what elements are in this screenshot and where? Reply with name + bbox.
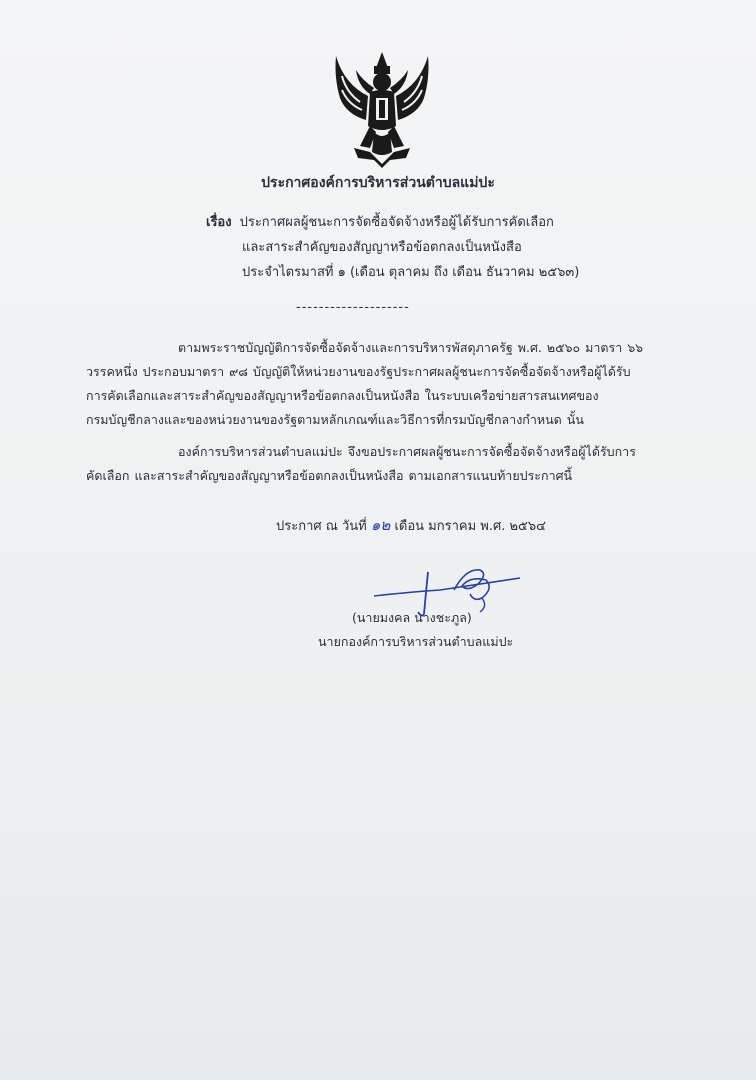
paragraph-1-line: วรรคหนึ่ง ประกอบมาตรา ๙๘ บัญญัติให้หน่วยงานของรัฐประกาศผลผู้ชนะการจัดซื้อจัดจ้างหรือผู้ได้รับ	[86, 364, 631, 379]
signer-position: นายกองค์การบริหารส่วนตำบลแม่ปะ	[318, 634, 514, 649]
paragraph-2-line: คัดเลือก และสาระสำคัญของสัญญาหรือข้อตกลงเป็นหนังสือ ตามเอกสารแนบท้ายประกาศนี้	[86, 468, 573, 483]
subject-block	[206, 210, 579, 285]
subject-line-1	[206, 210, 579, 235]
date-day-handwritten: ๑๒	[370, 516, 391, 534]
subject-line-2: และสาระสำคัญของสัญญาหรือข้อตกลงเป็นหนังสือ	[242, 240, 522, 255]
garuda-emblem-icon	[330, 48, 434, 170]
paragraph-1-line: กรมบัญชีกลางและของหน่วยงานของรัฐตามหลักเกณฑ์และวิธีการที่กรมบัญชีกลางกำหนด นั้น	[86, 412, 584, 427]
paragraph-1-line: การคัดเลือกและสาระสำคัญของสัญญาหรือข้อตกลงเป็นหนังสือ ในระบบเครือข่ายสารสนเทศของ	[86, 388, 599, 403]
date-prefix: ประกาศ ณ วันที่	[276, 519, 367, 534]
separator-line: --------------------	[296, 300, 410, 315]
subject-text-1: ประกาศผลผู้ชนะการจัดซื้อจัดจ้างหรือผู้ได้รับการคัดเลือก	[239, 215, 554, 230]
body-paragraph-2	[86, 440, 686, 488]
body-paragraph-1	[86, 336, 686, 432]
paragraph-1-line: ตามพระราชบัญญัติการจัดซื้อจัดจ้างและการบริหารพัสดุภาครัฐ พ.ศ. ๒๕๖๐ มาตรา ๖๖	[178, 340, 644, 355]
document-title: ประกาศองค์การบริหารส่วนตำบลแม่ปะ	[261, 175, 495, 191]
date-suffix: เดือน มกราคม พ.ศ. ๒๕๖๔	[394, 519, 546, 534]
paragraph-2-line: องค์การบริหารส่วนตำบลแม่ปะ จึงขอประกาศผลผู้ชนะการจัดซื้อจัดจ้างหรือผู้ได้รับการ	[178, 444, 636, 459]
signer-name: (นายมงคล นางชะภูล)	[352, 610, 472, 625]
subject-label: เรื่อง	[206, 215, 232, 230]
announcement-date	[276, 513, 546, 537]
subject-line-3: ประจำไตรมาสที่ ๑ (เดือน ตุลาคม ถึง เดือน ธันวาคม ๒๕๖๓)	[242, 265, 580, 280]
